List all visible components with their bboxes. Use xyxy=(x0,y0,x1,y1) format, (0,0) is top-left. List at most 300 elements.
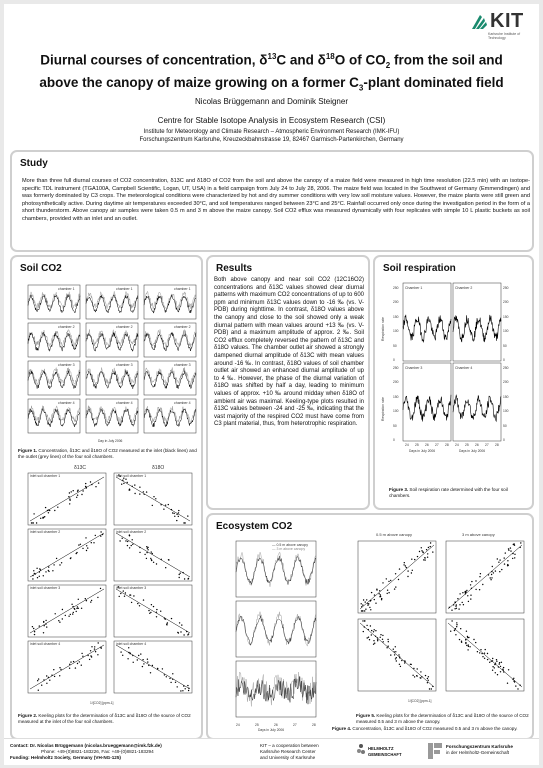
scatter-point xyxy=(361,610,362,611)
scatter-point xyxy=(152,665,153,666)
panel-label: chamber 3 xyxy=(58,362,75,367)
scatter-point xyxy=(73,612,74,613)
scatter-point xyxy=(44,516,45,517)
scatter-point xyxy=(147,548,148,549)
scatter-point xyxy=(188,578,189,579)
scatter-point xyxy=(151,559,152,560)
scatter-point xyxy=(137,659,138,660)
soil-keeling-panel xyxy=(28,585,106,637)
resp-x-label-left: Days in July 2006 xyxy=(409,449,436,453)
keeling-panel-label: inlet soil chamber 1 xyxy=(30,474,61,478)
scatter-point xyxy=(71,491,72,492)
scatter-point xyxy=(382,635,383,636)
scatter-point xyxy=(514,545,515,546)
panel-label: chamber 1 xyxy=(174,286,191,291)
scatter-point xyxy=(123,590,124,591)
resp-x-tick: 28 xyxy=(495,443,499,447)
scatter-point xyxy=(514,554,515,555)
scatter-point xyxy=(86,545,87,546)
resp-y-tick-right: 200 xyxy=(503,300,509,305)
resp-x-tick: 25 xyxy=(465,443,469,447)
scatter-point xyxy=(427,678,428,679)
figure-4 xyxy=(216,537,324,733)
scatter-point xyxy=(492,566,493,567)
scatter-point xyxy=(151,604,152,605)
scatter-point xyxy=(139,487,140,488)
figure-2-caption: Figure 2. Keeling plots for the determination of δ13C and δ18O of the source of CO2 measured at the inlet of the four soil chambers. xyxy=(18,713,191,724)
scatter-point xyxy=(153,606,154,607)
scatter-point xyxy=(165,505,166,506)
scatter-point xyxy=(46,626,47,627)
scatter-point xyxy=(380,594,381,595)
scatter-point xyxy=(133,595,134,596)
scatter-point xyxy=(49,510,50,511)
scatter-point xyxy=(386,578,387,579)
scatter-point xyxy=(187,685,188,686)
soil-respiration-panel xyxy=(403,283,451,361)
ecosystem-co2-section xyxy=(206,513,534,740)
scatter-point xyxy=(146,546,147,547)
eco-x-tick: 27 xyxy=(293,723,297,727)
scatter-point xyxy=(69,503,70,504)
scatter-point xyxy=(70,558,71,559)
scatter-point xyxy=(468,601,469,602)
results-heading: Results xyxy=(216,263,253,274)
scatter-point xyxy=(151,551,152,552)
resp-y-tick-right: 50 xyxy=(503,343,507,348)
scatter-point xyxy=(97,654,98,655)
scatter-point xyxy=(362,620,363,621)
scatter-point xyxy=(166,676,167,677)
scatter-point xyxy=(432,551,433,552)
scatter-point xyxy=(394,654,395,655)
respiration-panel-label: Chamber 2 xyxy=(455,286,473,290)
scatter-point xyxy=(166,624,167,625)
scatter-point xyxy=(178,510,179,511)
scatter-point xyxy=(81,653,82,654)
scatter-point xyxy=(361,603,362,604)
scatter-point xyxy=(125,540,126,541)
scatter-point xyxy=(417,556,418,557)
resp-y-tick-left: 100 xyxy=(393,409,399,414)
resp-y-label-bottom: Respiration rate xyxy=(381,397,385,421)
scatter-point xyxy=(40,518,41,519)
scatter-point xyxy=(379,593,380,594)
scatter-point xyxy=(419,551,420,552)
figure-1 xyxy=(16,283,198,445)
scatter-point xyxy=(148,610,149,611)
scatter-point xyxy=(32,578,33,579)
ecosystem-timeseries-panel xyxy=(236,601,316,657)
scatter-point xyxy=(72,613,73,614)
scatter-point xyxy=(479,589,480,590)
scatter-point xyxy=(54,676,55,677)
scatter-point xyxy=(390,654,391,655)
scatter-point xyxy=(174,516,175,517)
scatter-point xyxy=(377,640,378,641)
resp-y-tick-left: 0 xyxy=(393,438,395,442)
scatter-point xyxy=(100,588,101,589)
scatter-point xyxy=(85,483,86,484)
scatter-point xyxy=(493,572,494,573)
scatter-point xyxy=(466,645,467,646)
scatter-point xyxy=(424,559,425,560)
scatter-point xyxy=(492,658,493,659)
scatter-point xyxy=(160,611,161,612)
scatter-point xyxy=(388,641,389,642)
scatter-point xyxy=(366,599,367,600)
scatter-point xyxy=(480,573,481,574)
study-text: More than three full diurnal courses of CO2 concentration, δ13C and δ18O of CO2 from the soil and above the canopy of a maize field were measured in high time resolution (22.5 min) with an isotope-specific TDL instrument (TGA100A, Campbell Scientific, Logan, UT, USA) in a field campaign from July 24 to July 28, 2006. The maize field was located in the Southwest of Germany (Emmendingen) and was formerly dominated by C3 crops. The meteorological conditions were characterized by hot and dry summer conditions with very low soil moisture values. However, the maize plants were still green and photosynthetically active. During daytime air temperatures exceeded 30°C, and soil temperatures ranged between 23°C and 25°C. Rainfall occurred only once during the investigation period in the form of a short thunderstorm. Above canopy air samples were taken 0.5 m and 3 m above the maize canopy. Soil CO2 efflux was measured dynamically with four replicates with simple 10 L plastic buckets as soil chambers, provided with an inlet and an outlet. xyxy=(22,178,530,222)
scatter-point xyxy=(53,669,54,670)
scatter-point xyxy=(171,618,172,619)
scatter-point xyxy=(455,634,456,635)
scatter-point xyxy=(376,589,377,590)
scatter-point xyxy=(54,510,55,511)
scatter-point xyxy=(37,577,38,578)
scatter-point xyxy=(100,535,101,536)
scatter-point xyxy=(120,651,121,652)
scatter-point xyxy=(82,490,83,491)
scatter-point xyxy=(48,570,49,571)
scatter-point xyxy=(85,486,86,487)
scatter-point xyxy=(85,598,86,599)
scatter-point xyxy=(55,613,56,614)
scatter-point xyxy=(469,646,470,647)
scatter-point xyxy=(427,682,428,683)
scatter-point xyxy=(172,673,173,674)
scatter-point xyxy=(81,494,82,495)
scatter-point xyxy=(172,512,173,513)
scatter-point xyxy=(134,493,135,494)
scatter-point xyxy=(59,675,60,676)
keeling-panel-label: inlet soil chamber 1 xyxy=(116,474,147,478)
scatter-point xyxy=(174,513,175,514)
scatter-point xyxy=(61,562,62,563)
soil-keeling-panel xyxy=(114,529,192,581)
scatter-point xyxy=(129,594,130,595)
scatter-point xyxy=(398,579,399,580)
scatter-point xyxy=(177,686,178,687)
keeling-col-d18o: δ18O xyxy=(152,465,165,471)
scatter-point xyxy=(460,628,461,629)
scatter-point xyxy=(496,661,497,662)
scatter-point xyxy=(394,588,395,589)
scatter-point xyxy=(163,509,164,510)
ecosystem-keeling-panel xyxy=(446,541,524,613)
scatter-point xyxy=(155,498,156,499)
scatter-point xyxy=(465,639,466,640)
resp-y-tick-left: 250 xyxy=(393,366,399,370)
scatter-point xyxy=(407,576,408,577)
scatter-point xyxy=(366,625,367,626)
keeling-panel-label: inlet soil chamber 2 xyxy=(30,530,61,534)
resp-y-tick-left: 200 xyxy=(393,300,399,305)
scatter-point xyxy=(125,479,126,480)
scatter-point xyxy=(374,629,375,630)
scatter-point xyxy=(169,678,170,679)
scatter-point xyxy=(42,517,43,518)
scatter-point xyxy=(120,593,121,594)
resp-x-tick: 27 xyxy=(435,443,439,447)
resp-y-tick-left: 100 xyxy=(393,329,399,334)
scatter-point xyxy=(188,690,189,691)
scatter-point xyxy=(466,590,467,591)
scatter-point xyxy=(138,655,139,656)
scatter-point xyxy=(69,492,70,493)
scatter-point xyxy=(388,592,389,593)
panel-label: chamber 4 xyxy=(58,400,75,405)
scatter-point xyxy=(34,631,35,632)
scatter-point xyxy=(455,606,456,607)
scatter-point xyxy=(32,626,33,627)
scatter-point xyxy=(495,672,496,673)
keeling-panel-label: inlet soil chamber 4 xyxy=(116,642,147,646)
scatter-point xyxy=(78,599,79,600)
scatter-point xyxy=(427,557,428,558)
results-section xyxy=(206,255,370,510)
eco-x-tick: 25 xyxy=(255,723,259,727)
scatter-point xyxy=(399,664,400,665)
scatter-point xyxy=(503,667,504,668)
scatter-point xyxy=(77,606,78,607)
scatter-point xyxy=(156,616,157,617)
scatter-point xyxy=(180,690,181,691)
scatter-point xyxy=(43,622,44,623)
soil-co2-section xyxy=(10,255,203,740)
panel-label: chamber 2 xyxy=(116,324,133,329)
scatter-point xyxy=(507,560,508,561)
resp-y-tick-right: 100 xyxy=(503,329,509,334)
panel-label: chamber 4 xyxy=(174,400,191,405)
scatter-point xyxy=(94,646,95,647)
scatter-point xyxy=(122,655,123,656)
scatter-point xyxy=(134,484,135,485)
scatter-point xyxy=(458,608,459,609)
scatter-point xyxy=(31,522,32,523)
scatter-point xyxy=(363,631,364,632)
scatter-point xyxy=(398,654,399,655)
scatter-point xyxy=(417,668,418,669)
scatter-point xyxy=(383,641,384,642)
scatter-point xyxy=(374,599,375,600)
scatter-point xyxy=(507,565,508,566)
scatter-point xyxy=(369,607,370,608)
scatter-point xyxy=(489,662,490,663)
scatter-point xyxy=(125,592,126,593)
study-section xyxy=(10,150,534,252)
scatter-point xyxy=(382,582,383,583)
scatter-point xyxy=(142,666,143,667)
scatter-point xyxy=(387,639,388,640)
scatter-point xyxy=(147,661,148,662)
scatter-point xyxy=(76,608,77,609)
scatter-point xyxy=(459,604,460,605)
scatter-point xyxy=(179,574,180,575)
scatter-point xyxy=(65,615,66,616)
soil-respiration-panel xyxy=(403,363,451,441)
scatter-point xyxy=(45,571,46,572)
scatter-point xyxy=(508,669,509,670)
scatter-point xyxy=(69,664,70,665)
scatter-point xyxy=(129,489,130,490)
scatter-point xyxy=(98,482,99,483)
scatter-point xyxy=(44,625,45,626)
soil-co2-heading: Soil CO2 xyxy=(20,263,62,274)
scatter-point xyxy=(95,486,96,487)
ecosystem-keeling-panel xyxy=(358,619,436,691)
resp-y-label-top: Respiration rate xyxy=(381,317,385,341)
scatter-point xyxy=(76,497,77,498)
resp-y-tick-right: 250 xyxy=(503,286,509,290)
scatter-point xyxy=(33,513,34,514)
footer-kit-cooperation: KIT – a cooperation between Karlsruhe Research Center and University of Karlsruhe xyxy=(260,743,319,760)
scatter-point xyxy=(517,688,518,689)
study-heading: Study xyxy=(20,158,48,169)
scatter-point xyxy=(91,600,92,601)
scatter-point xyxy=(133,662,134,663)
resp-y-tick-left: 150 xyxy=(393,314,399,319)
scatter-point xyxy=(62,609,63,610)
panel-label: chamber 2 xyxy=(174,324,191,329)
scatter-point xyxy=(457,598,458,599)
scatter-point xyxy=(492,670,493,671)
scatter-point xyxy=(364,610,365,611)
scatter-point xyxy=(497,674,498,675)
scatter-point xyxy=(515,685,516,686)
scatter-point xyxy=(400,666,401,667)
scatter-point xyxy=(412,570,413,571)
scatter-point xyxy=(46,675,47,676)
figure-5-caption: Figure 5. Keeling plots for the determination of δ13C and δ18O of the source of CO2 measured 0.5 and 3 m above the canopy. xyxy=(356,713,529,724)
scatter-point xyxy=(184,578,185,579)
scatter-point xyxy=(471,581,472,582)
affiliation-institute: Institute for Meteorology and Climate Research – Atmospheric Environment Research (IMK-IFU) Forschungszentrum Karlsruhe, Kreuzeckbahnstrasse 19, 82467 Garmisch-Partenkirchen, Germany xyxy=(139,129,404,143)
scatter-point xyxy=(395,658,396,659)
scatter-point xyxy=(467,637,468,638)
scatter-point xyxy=(76,611,77,612)
footer xyxy=(4,738,539,765)
scatter-point xyxy=(90,650,91,651)
scatter-point xyxy=(454,608,455,609)
scatter-point xyxy=(393,649,394,650)
scatter-point xyxy=(178,512,179,513)
scatter-point xyxy=(140,653,141,654)
scatter-point xyxy=(59,622,60,623)
scatter-point xyxy=(119,540,120,541)
soil-respiration-panel xyxy=(453,363,501,441)
soil-respiration-section xyxy=(373,255,534,510)
kit-logo-subtitle: Karlsruhe Institute of Technology xyxy=(488,32,521,40)
scatter-point xyxy=(387,593,388,594)
scatter-point xyxy=(149,613,150,614)
scatter-point xyxy=(454,630,455,631)
scatter-point xyxy=(76,552,77,553)
scatter-point xyxy=(33,570,34,571)
scatter-point xyxy=(95,535,96,536)
scatter-point xyxy=(33,628,34,629)
scatter-point xyxy=(428,547,429,548)
scatter-point xyxy=(490,577,491,578)
scatter-point xyxy=(178,516,179,517)
scatter-point xyxy=(375,630,376,631)
scatter-point xyxy=(124,596,125,597)
resp-y-tick-left: 150 xyxy=(393,394,399,399)
scatter-point xyxy=(58,620,59,621)
keeling-panel-label: inlet soil chamber 3 xyxy=(30,586,61,590)
scatter-point xyxy=(492,666,493,667)
scatter-point xyxy=(370,609,371,610)
scatter-point xyxy=(144,554,145,555)
scatter-point xyxy=(420,671,421,672)
scatter-point xyxy=(404,662,405,663)
poster xyxy=(4,4,539,764)
scatter-point xyxy=(156,563,157,564)
resp-y-tick-right: 0 xyxy=(503,358,505,362)
scatter-point xyxy=(420,677,421,678)
keeling-col-d13c: δ13C xyxy=(74,465,86,471)
scatter-point xyxy=(77,663,78,664)
scatter-point xyxy=(127,482,128,483)
scatter-point xyxy=(513,544,514,545)
scatter-point xyxy=(39,576,40,577)
scatter-point xyxy=(170,682,171,683)
figure-4-caption: Figure 4. Concentration, δ13C and δ18O of CO2 measured 0.5 and 3 m above the canopy. xyxy=(332,726,518,731)
scatter-point xyxy=(468,644,469,645)
scatter-point xyxy=(373,644,374,645)
scatter-point xyxy=(396,657,397,658)
resp-y-tick-right: 250 xyxy=(503,366,509,370)
keeling-panel-label: inlet soil chamber 3 xyxy=(116,586,147,590)
figure-5 xyxy=(348,541,528,709)
resp-x-label-right: Days in July 2006 xyxy=(459,449,486,453)
resp-x-tick: 26 xyxy=(475,443,479,447)
scatter-point xyxy=(69,668,70,669)
scatter-point xyxy=(490,579,491,580)
scatter-point xyxy=(429,688,430,689)
soil-keeling-panel xyxy=(28,529,106,581)
scatter-point xyxy=(131,602,132,603)
scatter-point xyxy=(45,620,46,621)
scatter-point xyxy=(368,603,369,604)
figure-1-caption: Figure 1. Concentration, δ13C and δ18O of CO2 measured at the inlet (black lines) and the outlet (grey lines) of the four soil chambers. xyxy=(18,448,197,459)
scatter-point xyxy=(56,558,57,559)
scatter-point xyxy=(48,566,49,567)
scatter-point xyxy=(395,651,396,652)
scatter-point xyxy=(426,549,427,550)
scatter-point xyxy=(395,646,396,647)
soil-keeling-panel xyxy=(114,585,192,637)
scatter-point xyxy=(150,558,151,559)
scatter-point xyxy=(396,660,397,661)
scatter-point xyxy=(39,568,40,569)
scatter-point xyxy=(36,522,37,523)
scatter-point xyxy=(484,658,485,659)
scatter-point xyxy=(405,565,406,566)
scatter-point xyxy=(430,542,431,543)
scatter-point xyxy=(129,547,130,548)
scatter-point xyxy=(79,661,80,662)
scatter-point xyxy=(370,625,371,626)
scatter-point xyxy=(183,522,184,523)
helmholtz-logo-icon xyxy=(356,743,366,757)
scatter-point xyxy=(179,577,180,578)
scatter-point xyxy=(467,595,468,596)
scatter-point xyxy=(484,653,485,654)
resp-y-tick-right: 200 xyxy=(503,380,509,385)
scatter-point xyxy=(411,664,412,665)
scatter-point xyxy=(98,642,99,643)
